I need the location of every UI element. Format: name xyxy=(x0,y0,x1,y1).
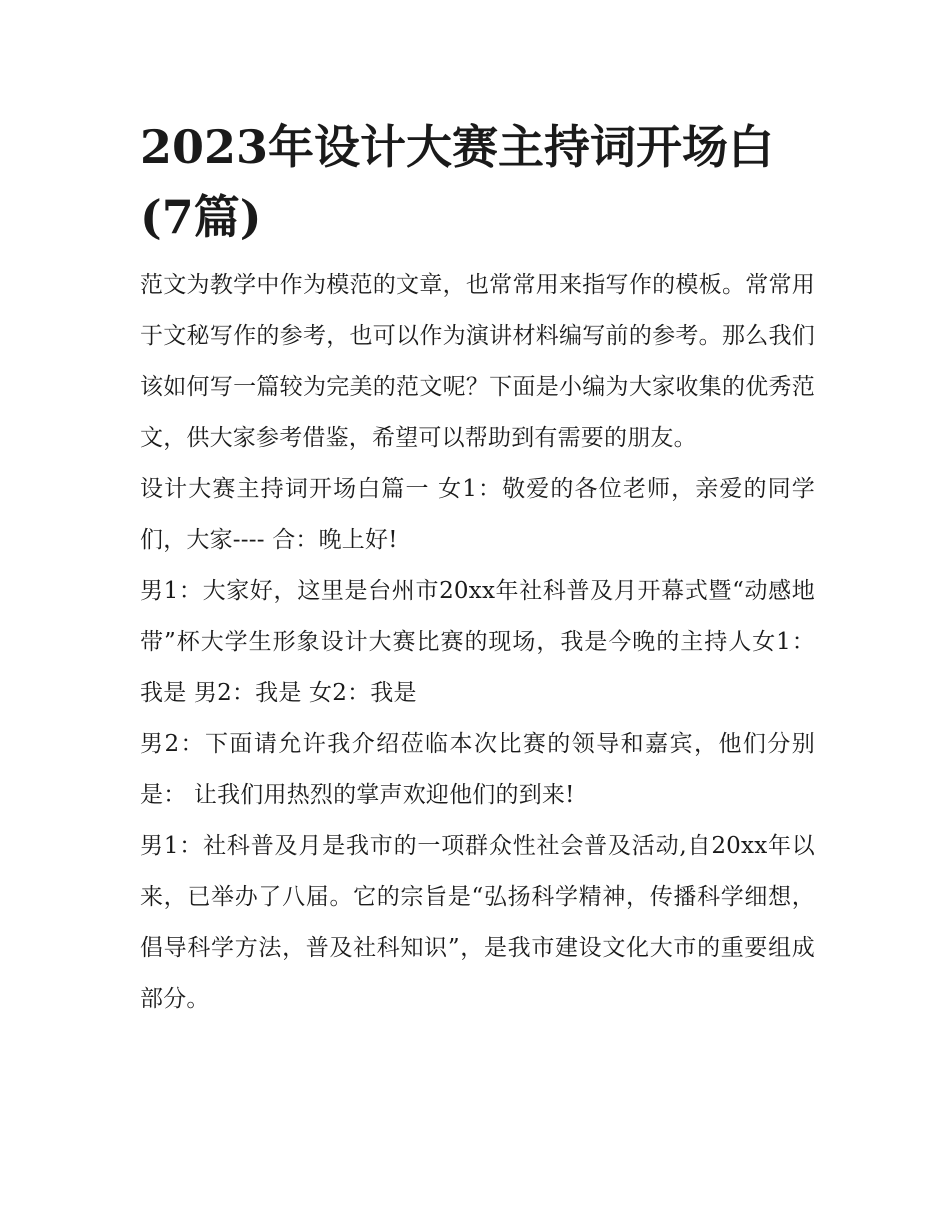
document-title: 2023年设计大赛主持词开场白(7篇) xyxy=(140,120,775,244)
paragraph-male2-guests: 男2：下面请允许我介绍莅临本次比赛的领导和嘉宾，他们分别是： 让我们用热烈的掌声欢迎他们的到来! xyxy=(140,731,815,808)
paragraph-intro: 范文为教学中作为模范的文章，也常常用来指写作的模板。常常用于文秘写作的参考，也可以作为演讲材料编写前的参考。那么我们该如何写一篇较为完美的范文呢？下面是小编为大家收集的优秀范文，供大家参考借鉴，希望可以帮助到有需要的朋友。 xyxy=(140,272,815,451)
paragraph-male1-intro: 男1：大家好，这里是台州市20xx年社科普及月开幕式暨“动感地带”杯大学生形象设计大赛比赛的现场，我是今晚的主持人女1：我是 男2：我是 女2：我是 xyxy=(140,578,815,706)
document-body xyxy=(140,260,815,1025)
paragraph-male1-month: 男1：社科普及月是我市的一项群众性社会普及活动,自20xx年以来，已举办了八届。它的宗旨是“弘扬科学精神，传播科学细想，倡导科学方法，普及社科知识”，是我市建设文化大市的重要组成部分。 xyxy=(140,833,815,1012)
document-page xyxy=(140,112,815,1025)
paragraph-opening: 设计大赛主持词开场白篇一 女1：敬爱的各位老师，亲爱的同学们，大家---- 合：晚上好! xyxy=(140,476,815,553)
